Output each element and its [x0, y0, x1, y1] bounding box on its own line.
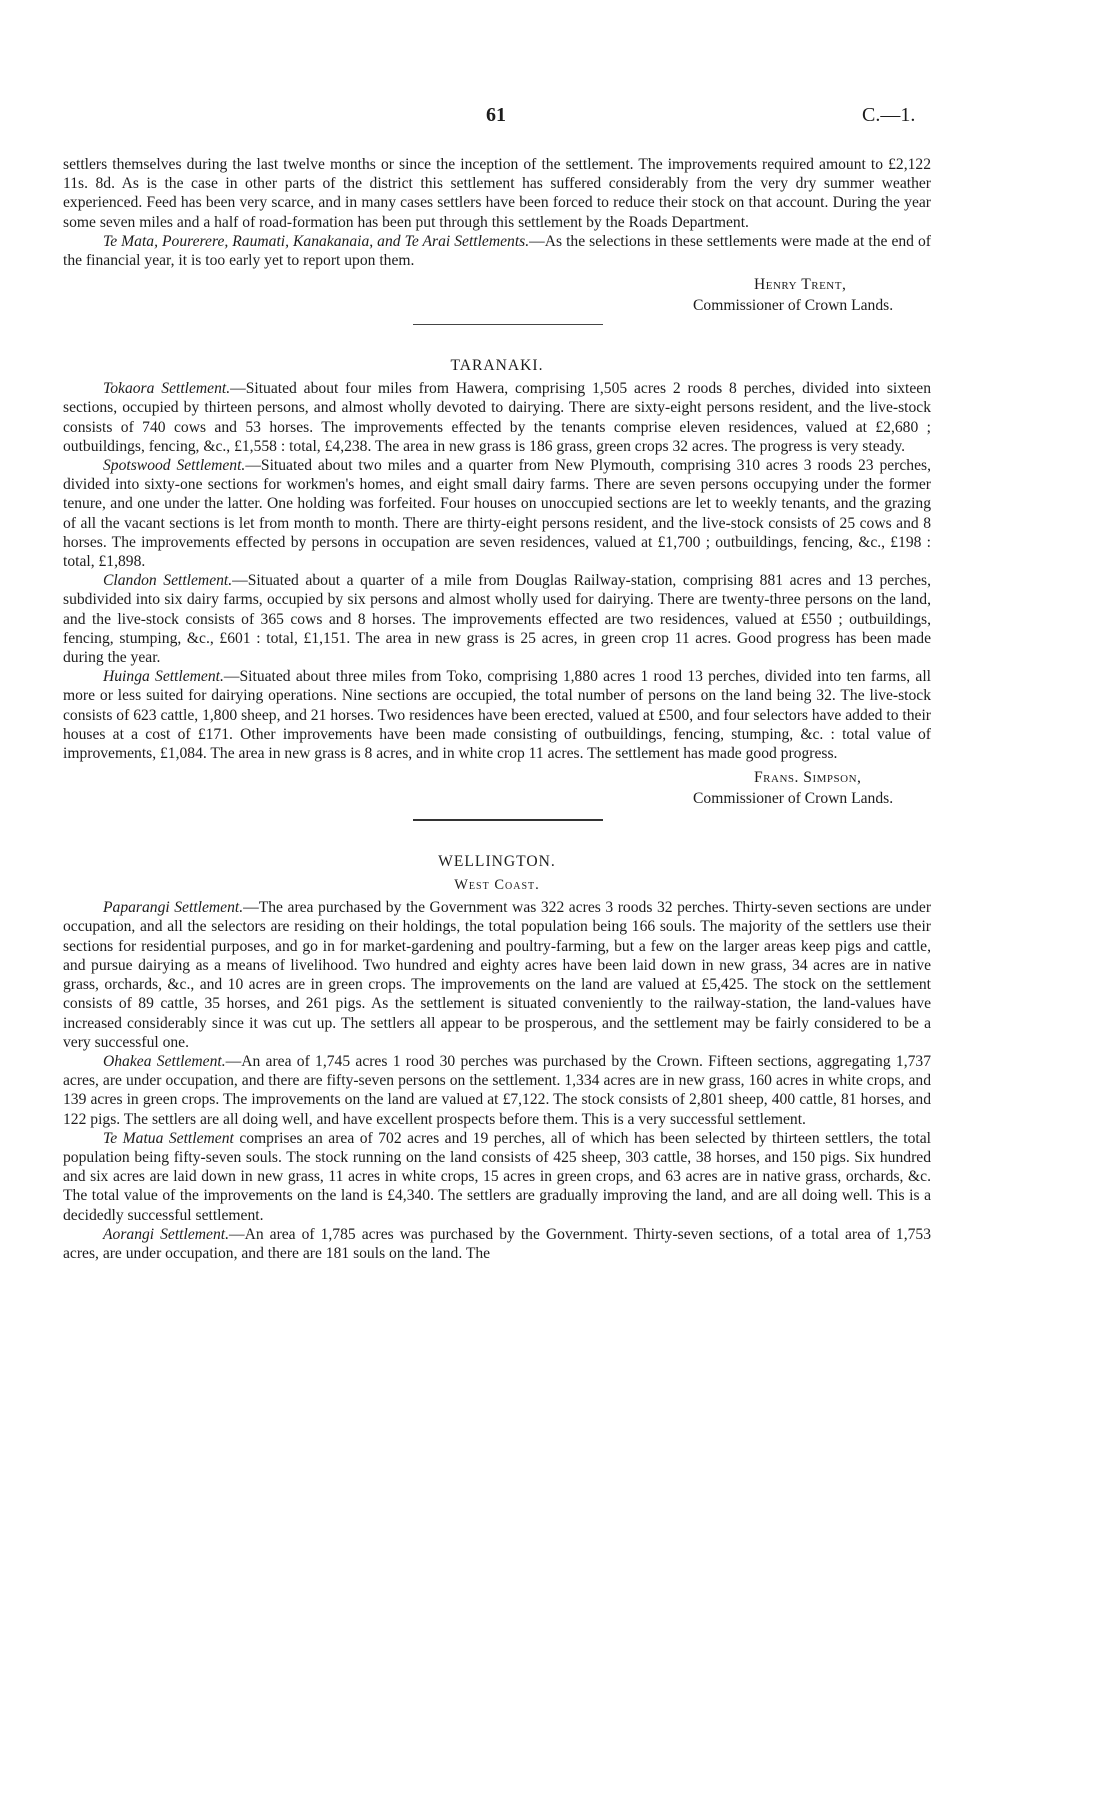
clandon-body: —Situated about a quarter of a mile from Douglas Railway-station, comprising 881 acres and 13 perches, subdivided into six dairy farms, occupied by six persons and almost wholly used for dairying. There are twenty-three persons on the land, and the live-stock consists of 365 cows and 8 horses. The improvements effected are two residences, valued at £550 ; outbuildings, fencing, stumping, &c., £601 : total, £1,151. The area in new grass is 25 acres, in green crop 11 acres. Good progress has been made during the year. [63, 572, 932, 667]
aorangi-title: Aorangi Settlement. [103, 1225, 229, 1243]
ohakea-body: —An area of 1,745 acres 1 rood 30 perches was purchased by the Crown. Fifteen sections, aggregating 1,737 acres, are under occupation, and there are fifty-seven persons on the settlement. 1,334 acres are in new grass, 160 acres in white crops, and 139 acres in green crops. The improvements on the land are valued at £7,122. The stock consists of 2,801 sheep, 400 cattle, 81 horses, and 122 pigs. The settlers are all doing well, and have excellent prospects before them. This is a very successful settlement. [63, 1052, 931, 1128]
paparangi-title: Paparangi Settlement. [103, 899, 244, 917]
document-reference: C.—1. [862, 104, 916, 126]
page-number: 61 [486, 104, 506, 126]
huinga-title: Huinga Settlement. [103, 668, 224, 686]
signatory-title: Commissioner of Crown Lands. [693, 790, 894, 808]
huinga-body: —Situated about three miles from Toko, comprising 1,880 acres 1 rood 13 perches, divided into ten farms, all more or less suited for dairying operations. Nine sections are occupied, the total number of persons on the land being 32. The live-stock consists of 623 cattle, 1,800 sheep, and 21 horses. Two residences have been erected, valued at £500, and four selectors have added to their houses at a cost of £171. Other improvements have been made consisting of outbuildings, fencing, stumping, &c. : total value of improvements, £1,084. The area in new grass is 8 acres, and in white crop 11 acres. The settlement has made good progress. [63, 668, 931, 763]
section-heading-taranaki: TARANAKI. [450, 357, 544, 375]
huinga-paragraph [63, 667, 931, 763]
te-matua-paragraph [63, 1129, 931, 1225]
spotswood-title: Spotswood Settlement. [103, 457, 246, 475]
page-body [63, 155, 931, 1263]
te-matua-title: Te Matua Settlement [103, 1129, 234, 1147]
te-matua-body: comprises an area of 702 acres and 19 perches, all of which has been selected by thirteen settlers, the total population being fifty-seven souls. The stock running on the land consists of 425 sheep, 303 cattle, 38 horses, and 150 pigs. Six hundred and six acres are laid down in new grass, 11 acres in white crops, 15 acres in green crops, and 63 acres are in native grass, orchards, &c. The total value of the improvements on the land is £4,340. The settlers are gradually improving the land, and are all doing well. This is a decidedly successful settlement. [63, 1129, 931, 1224]
clandon-title: Clandon Settlement. [103, 572, 233, 590]
paparangi-body: —The area purchased by the Government was 322 acres 3 roods 32 perches. Thirty-seven sections are under occupation, and all the selectors are residing on their holdings, the total population being 166 souls. The majority of the settlers use their sections for residential purposes, and go in for market-gardening and poultry-farming, but a few on the larger areas keep pigs and cattle, and pursue dairying as a means of livelihood. Two hundred and eighty acres have been laid down in new grass, 34 acres are in native grass, orchards, &c., and 10 acres are in green crops. The improvements on the land are valued at £5,425. The stock on the settlement consists of 89 cattle, 35 horses, and 261 pigs. As the settlement is situated conveniently to the railway-station, the land-values have increased considerably since it was cut up. The settlers all appear to be prosperous, and the settlement may be fairly considered to be a very successful one. [63, 899, 932, 1051]
te-mata-body: —As the selections in these settlements were made at the end of the financial year, it is too early yet to report upon them. [63, 232, 931, 270]
spotswood-paragraph [63, 456, 931, 571]
signatory-title: Commissioner of Crown Lands. [693, 297, 894, 315]
aorangi-paragraph [63, 1225, 931, 1263]
signature-block-trent [693, 274, 931, 316]
signature-block-simpson [693, 767, 931, 809]
subsection-heading-west-coast: West Coast. [454, 877, 540, 894]
section-divider [413, 324, 603, 325]
te-mata-paragraph [63, 232, 931, 270]
tokaora-paragraph [63, 379, 931, 456]
paparangi-paragraph [63, 898, 931, 1052]
ohakea-title: Ohakea Settlement. [103, 1052, 226, 1070]
aorangi-body: —An area of 1,785 acres was purchased by the Government. Thirty-seven sections, of a total area of 1,753 acres, are under occupation, and there are 181 souls on the land. The [63, 1225, 932, 1262]
signatory-name: Frans. Simpson, [754, 769, 862, 787]
te-mata-title: Te Mata, Pourerere, Raumati, Kanakanaia, and Te Arai Settlements. [103, 232, 530, 250]
spotswood-body: —Situated about two miles and a quarter from New Plymouth, comprising 310 acres 3 roods 23 perches, divided into sixty-one sections for workmen's homes, and eight small dairy farms. There are seven persons occupying under the former tenure, and one under the latter. One holding was forfeited. Four houses on unoccupied sections are let to weekly tenants, and the grazing of all the vacant sections is let from month to month. There are thirty-eight persons resident, and the live-stock consists of 25 cows and 8 horses. The improvements effected by persons in occupation are seven residences, valued at £1,700 ; outbuildings, fencing, &c., £198 : total, £1,898. [63, 457, 931, 571]
tokaora-title: Tokaora Settlement. [103, 380, 231, 398]
tokaora-body: —Situated about four miles from Hawera, comprising 1,505 acres 2 roods 8 perches, divided into sixteen sections, occupied by thirteen persons, and almost wholly devoted to dairying. There are sixty-eight persons resident, and the live-stock consists of 740 cows and 53 horses. The improvements effected by the tenants comprise eleven residences, valued at £2,680 ; outbuildings, fencing, &c., £1,558 : total, £4,238. The area in new grass is 186 grass, green crops 32 acres. The progress is very steady. [63, 380, 931, 455]
section-heading-wellington: WELLINGTON. [438, 853, 556, 871]
signatory-name: Henry Trent, [754, 276, 847, 294]
ohakea-paragraph [63, 1052, 931, 1129]
intro-paragraph: settlers themselves during the last twelve months or since the inception of the settlement. The improvements required amount to £2,122 11s. 8d. As is the case in other parts of the district this settlement has suffered considerably from the very dry summer weather experienced. Feed has been very scarce, and in many cases settlers have been forced to reduce their stock on that account. During the year some seven miles and a half of road-formation has been put through this settlement by the Roads Department. [63, 156, 931, 231]
clandon-paragraph [63, 571, 931, 667]
section-divider [413, 819, 603, 821]
